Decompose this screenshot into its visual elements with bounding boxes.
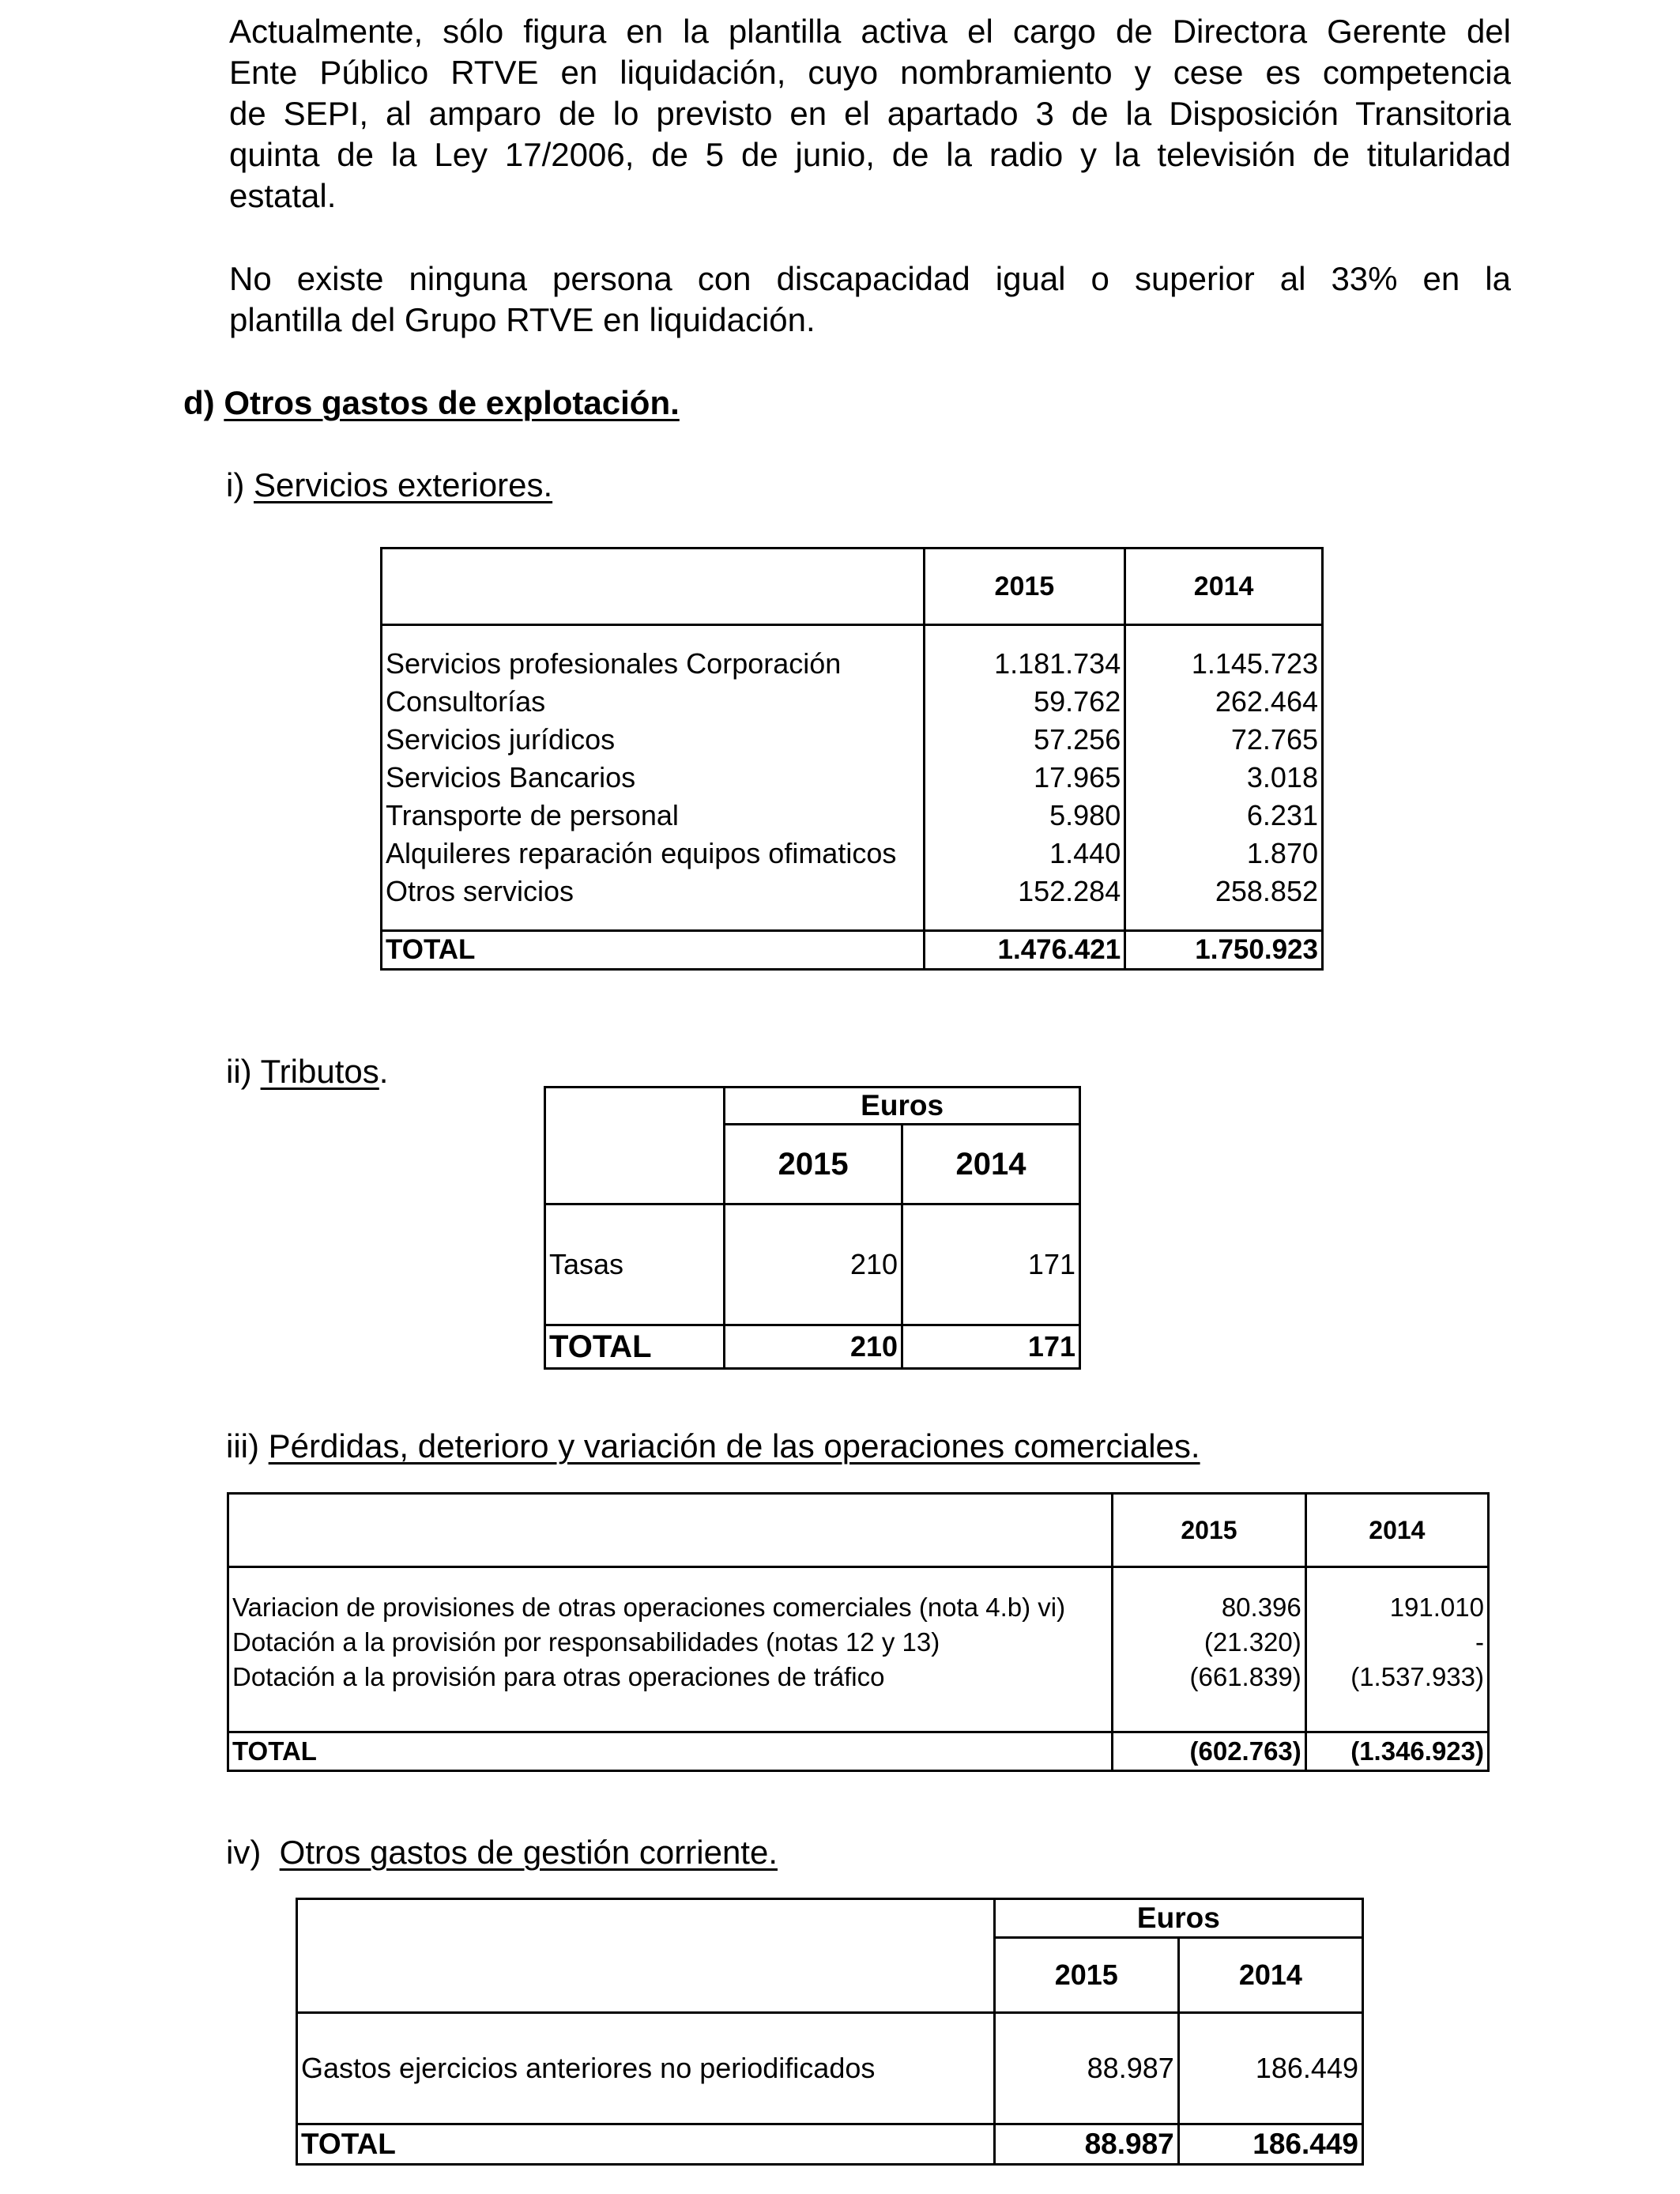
table-total-row [382,931,1323,970]
table-row [382,797,1323,835]
intro-paragraph-1 [229,11,1511,217]
subsection-heading-i [226,465,552,506]
table-row [382,759,1323,797]
value-2014: 72.765 [1125,721,1323,759]
intro-paragraph-2 [229,258,1511,341]
subsection-title: Tributos [260,1053,379,1090]
value-2015: 5.980 [924,797,1125,835]
value-2014: 258.852 [1125,873,1323,910]
total-2014: (1.346.923) [1305,1732,1488,1771]
row-label: Servicios Bancarios [382,759,925,797]
total-2015: 210 [725,1325,902,1369]
table-total-row [297,2124,1363,2165]
value-2015: 88.987 [994,2013,1178,2124]
value-2015: 57.256 [924,721,1125,759]
table-perdidas-deterioro [227,1492,1490,1772]
subsection-title: Servicios exteriores. [254,466,553,503]
table-servicios-exteriores [380,547,1324,971]
value-2015: 80.396 [1113,1590,1306,1625]
table-tributos [544,1086,1081,1370]
header-year-2014: 2014 [1305,1494,1488,1567]
header-blank [545,1088,725,1204]
value-2014: 1.870 [1125,835,1323,873]
unit-label: Euros [994,1899,1362,1938]
value-2015: 59.762 [924,683,1125,721]
value-2015: (661.839) [1113,1660,1306,1695]
value-2014: (1.537.933) [1305,1660,1488,1695]
header-year-2015: 2015 [725,1125,902,1204]
value-2014: - [1305,1625,1488,1660]
table-header-row [228,1494,1489,1567]
value-2015: 1.181.734 [924,645,1125,683]
value-2015: (21.320) [1113,1625,1306,1660]
total-2015: 1.476.421 [924,931,1125,970]
value-2014: 191.010 [1305,1590,1488,1625]
header-blank [382,548,925,625]
value-2014: 262.464 [1125,683,1323,721]
total-label: TOTAL [382,931,925,970]
table-row [228,1590,1489,1625]
header-year-2015: 2015 [1113,1494,1306,1567]
value-2014: 171 [902,1204,1080,1325]
subsection-prefix: iii) [226,1427,259,1465]
text-line: Actualmente, sólo figura en la plantilla activa el cargo de Directora Gerente del [229,13,1511,50]
header-year-2014: 2014 [902,1125,1080,1204]
subsection-title: Pérdidas, deterioro y variación de las operaciones comerciales. [268,1427,1200,1465]
text-line: No existe ninguna persona con discapacidad igual o superior al 33% en la [229,260,1511,297]
header-year-2015: 2015 [994,1938,1178,2013]
value-2014: 3.018 [1125,759,1323,797]
row-label: Transporte de personal [382,797,925,835]
value-2014: 6.231 [1125,797,1323,835]
header-year-2014: 2014 [1125,548,1323,625]
table-row [228,1660,1489,1695]
table-row [228,1625,1489,1660]
text-line: quinta de la Ley 17/2006, de 5 de junio, de la radio y la televisión de titularidad [229,136,1511,173]
text-line: plantilla del Grupo RTVE en liquidación. [229,301,816,338]
row-label: Otros servicios [382,873,925,910]
text-line: de SEPI, al amparo de lo previsto en el apartado 3 de la Disposición Transitoria [229,95,1511,132]
table-row [382,683,1323,721]
header-blank [297,1899,995,2013]
table-row [382,835,1323,873]
header-year-2015: 2015 [924,548,1125,625]
row-label: Consultorías [382,683,925,721]
subsection-prefix: i) [226,466,245,503]
table-row [382,873,1323,910]
section-heading-d [183,383,680,424]
table-row [297,2013,1363,2124]
row-label: Alquileres reparación equipos ofimaticos [382,835,925,873]
table-total-row [545,1325,1080,1369]
row-label: Tasas [545,1204,725,1325]
table-unit-row [297,1899,1363,1938]
value-2015: 152.284 [924,873,1125,910]
total-2014: 171 [902,1325,1080,1369]
table-gastos-gestion [296,1898,1364,2166]
table-row [382,721,1323,759]
table-row [545,1204,1080,1325]
value-2015: 17.965 [924,759,1125,797]
table-total-row [228,1732,1489,1771]
header-blank [228,1494,1113,1567]
subsection-prefix: iv) [226,1834,262,1871]
subsection-title: Otros gastos de gestión corriente. [279,1834,778,1871]
unit-label: Euros [725,1088,1080,1125]
row-label: Dotación a la provisión para otras operaciones de tráfico [228,1660,1113,1695]
subsection-prefix: ii) [226,1053,252,1090]
value-2014: 186.449 [1178,2013,1362,2124]
section-title: Otros gastos de explotación. [224,384,680,421]
row-label: Dotación a la provisión por responsabilidades (notas 12 y 13) [228,1625,1113,1660]
subsection-suffix: . [379,1053,389,1090]
section-prefix: d) [183,384,215,421]
total-2015: (602.763) [1113,1732,1306,1771]
table-header-row [382,548,1323,625]
subsection-heading-iv [226,1832,778,1873]
row-label: Gastos ejercicios anteriores no periodificados [297,2013,995,2124]
table-row [382,645,1323,683]
text-line: estatal. [229,177,337,214]
total-2014: 1.750.923 [1125,931,1323,970]
total-2015: 88.987 [994,2124,1178,2165]
value-2015: 210 [725,1204,902,1325]
subsection-heading-ii [226,1051,388,1092]
value-2015: 1.440 [924,835,1125,873]
total-label: TOTAL [297,2124,995,2165]
total-2014: 186.449 [1178,2124,1362,2165]
value-2014: 1.145.723 [1125,645,1323,683]
total-label: TOTAL [228,1732,1113,1771]
subsection-heading-iii [226,1426,1200,1467]
header-year-2014: 2014 [1178,1938,1362,2013]
total-label: TOTAL [545,1325,725,1369]
row-label: Variacion de provisiones de otras operaciones comerciales (nota 4.b) vi) [228,1590,1113,1625]
row-label: Servicios profesionales Corporación [382,645,925,683]
row-label: Servicios jurídicos [382,721,925,759]
table-unit-row [545,1088,1080,1125]
text-line: Ente Público RTVE en liquidación, cuyo nombramiento y cese es competencia [229,54,1511,91]
